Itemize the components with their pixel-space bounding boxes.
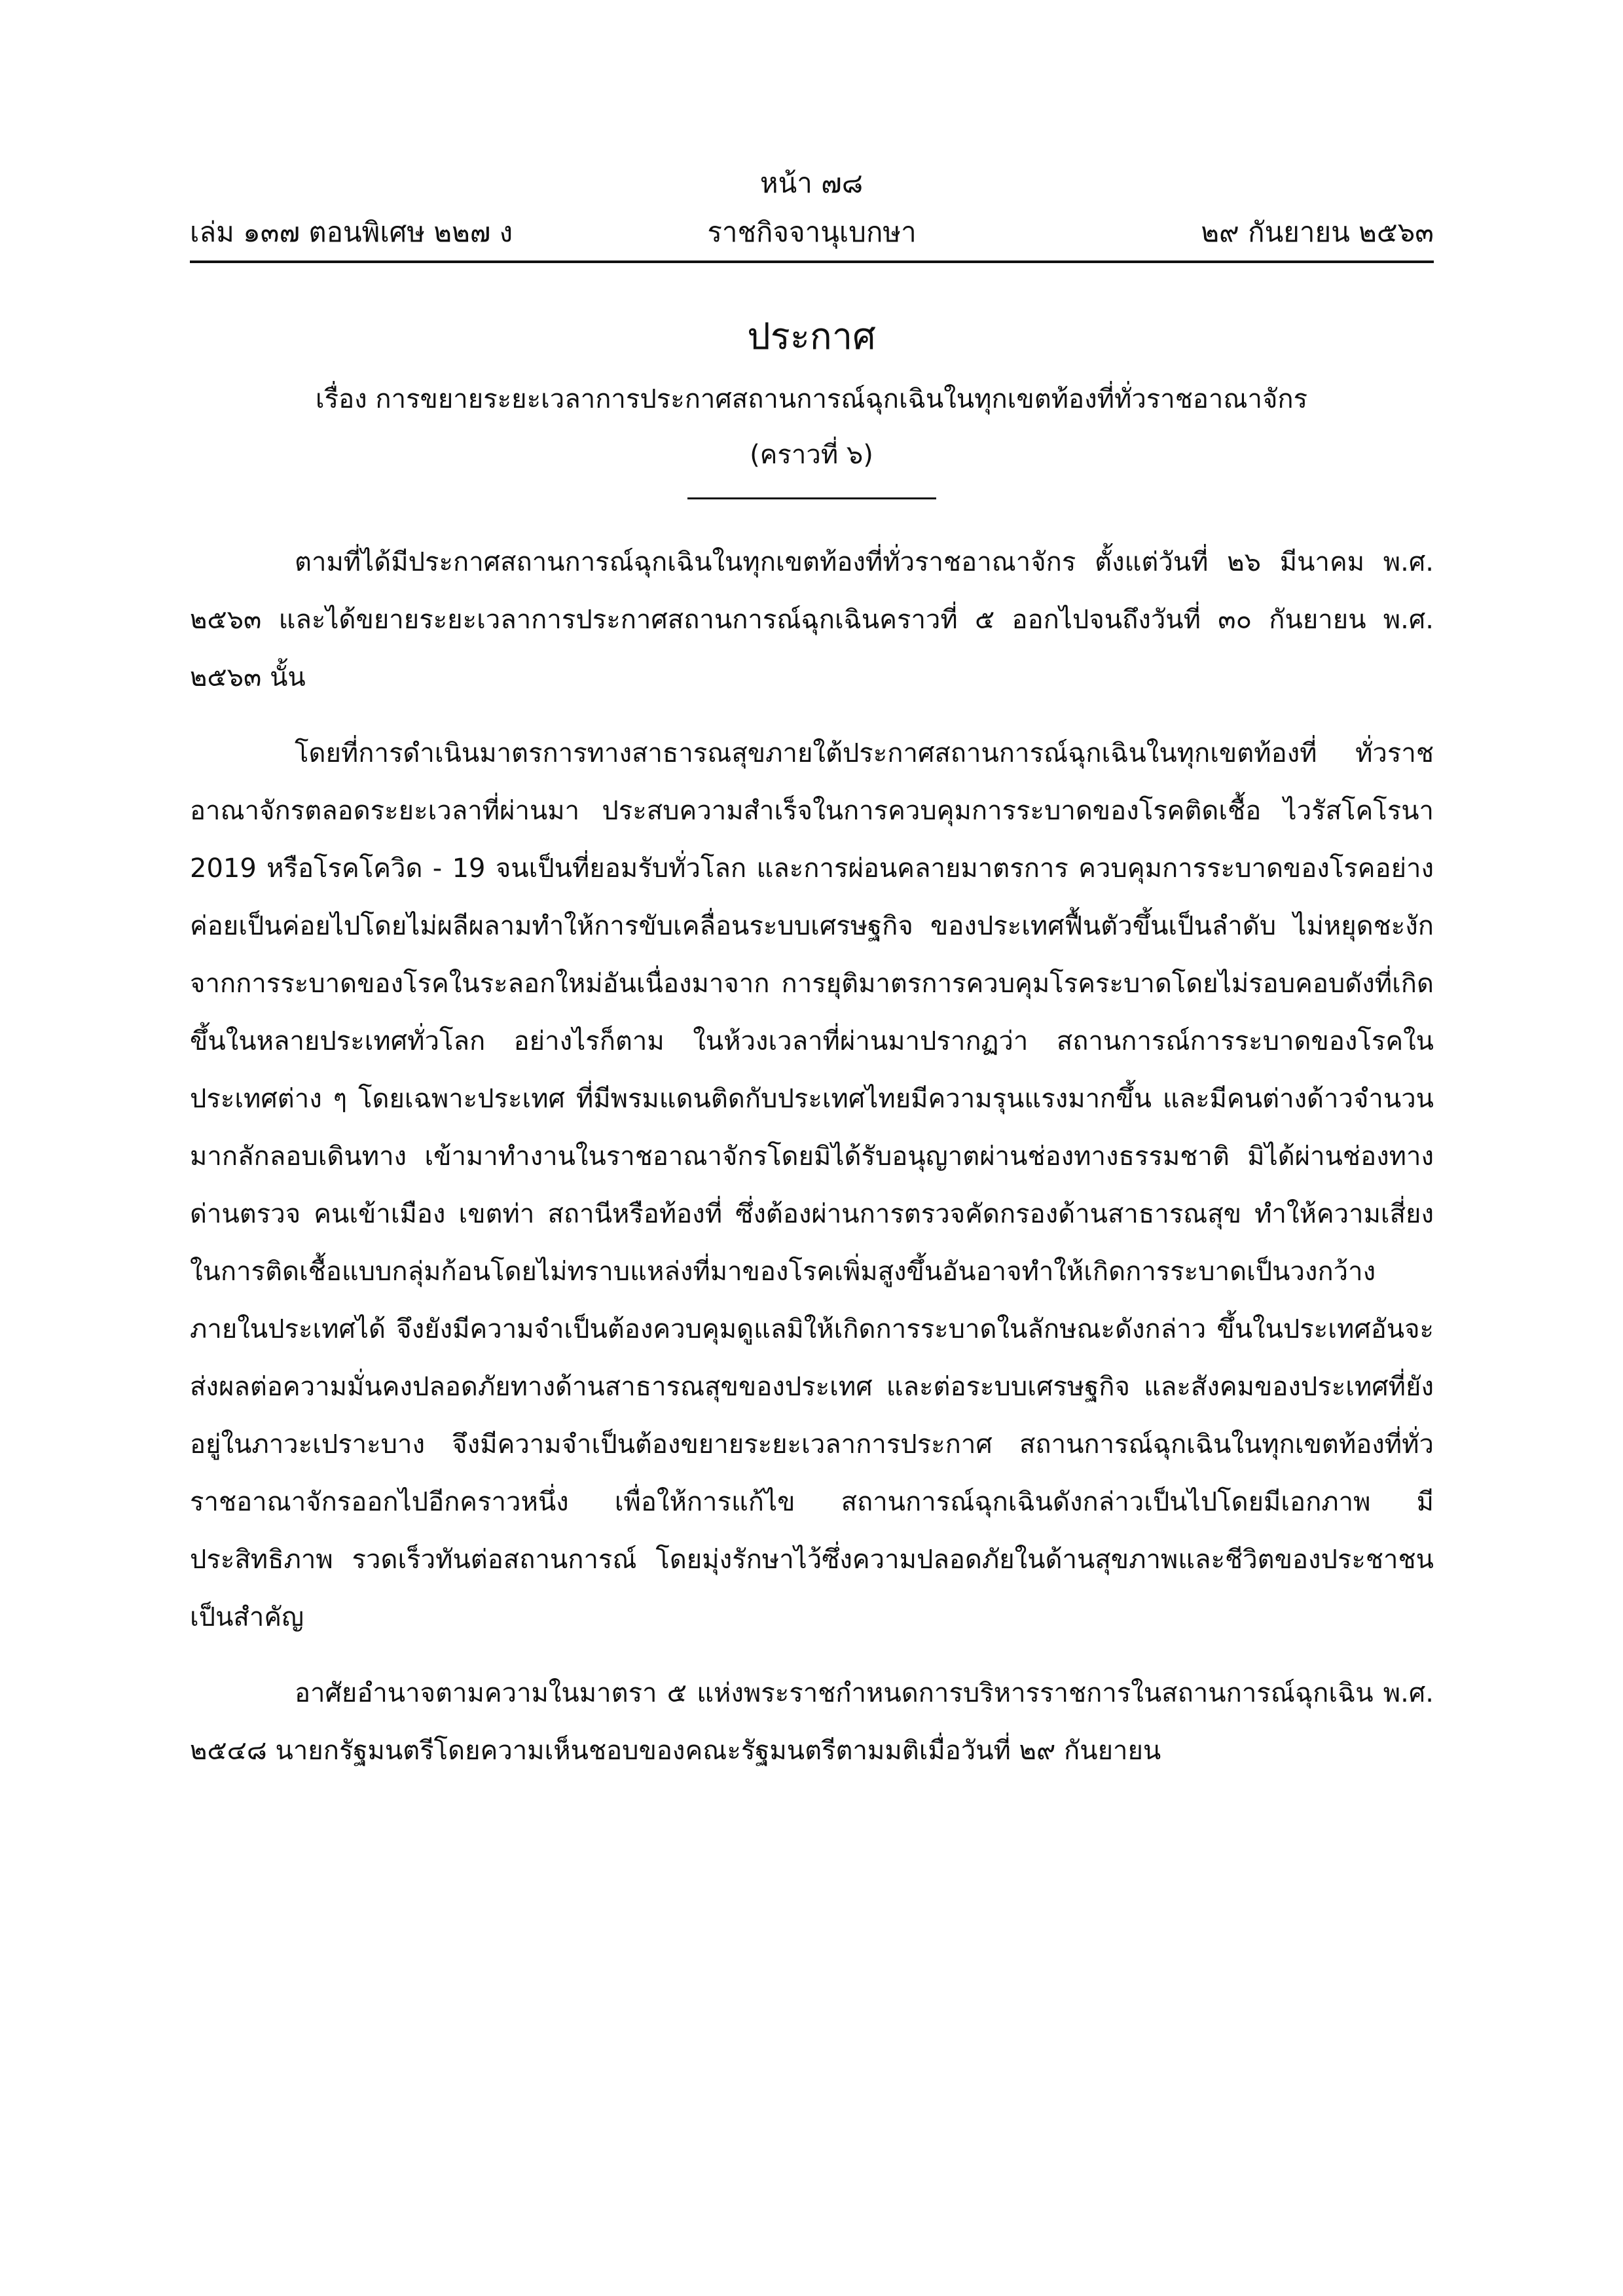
- volume-issue: เล่ม ๑๓๗ ตอนพิเศษ ๒๒๗ ง: [190, 216, 513, 248]
- publication-date: ๒๙ กันยายน ๒๕๖๓: [1201, 216, 1434, 248]
- announcement-round: (คราวที่ ๖): [750, 440, 873, 470]
- title-divider: [687, 497, 936, 499]
- announcement-body: [190, 533, 1434, 1798]
- body-paragraph: อาศัยอำนาจตามความในมาตรา ๕ แห่งพระราชกำหนดการบริหารราชการในสถานการณ์ฉุกเฉิน พ.ศ. ๒๕๔๘ นายกรัฐมนตรีโดยความเห็นชอบของคณะรัฐมนตรีตามมติเมื่อวันที่ ๒๙ กันยายน: [190, 1678, 1434, 1766]
- header-divider: [190, 260, 1434, 263]
- announcement-subject: เรื่อง การขยายระยะเวลาการประกาศสถานการณ์ฉุกเฉินในทุกเขตท้องที่ทั่วราชอาณาจักร: [315, 384, 1308, 414]
- page-number: หน้า ๗๘: [759, 167, 864, 199]
- running-header: [190, 209, 1434, 255]
- body-paragraph: โดยที่การดำเนินมาตรการทางสาธารณสุขภายใต้ประกาศสถานการณ์ฉุกเฉินในทุกเขตท้องที่ ทั่วราชอาณาจักรตลอดระยะเวลาที่ผ่านมา ประสบความสำเร็จในการควบคุมการระบาดของโรคติดเชื้อ ไวรัสโคโรนา 2019 หรือโรคโควิด - 19 จนเป็นที่ยอมรับทั่วโลก และการผ่อนคลายมาตรการ ควบคุมการระบาดของโรคอย่างค่อยเป็นค่อยไปโดยไม่ผลีผลามทำให้การขับเคลื่อนระบบเศรษฐกิจ ของประเทศฟื้นตัวขึ้นเป็นลำดับ ไม่หยุดชะงักจากการระบาดของโรคในระลอกใหม่อันเนื่องมาจาก การยุติมาตรการควบคุมโรคระบาดโดยไม่รอบคอบดังที่เกิดขึ้นในหลายประเทศทั่วโลก อย่างไรก็ตาม ในห้วงเวลาที่ผ่านมาปรากฏว่า สถานการณ์การระบาดของโรคในประเทศต่าง ๆ โดยเฉพาะประเทศ ที่มีพรมแดนติดกับประเทศไทยมีความรุนแรงมากขึ้น และมีคนต่างด้าวจำนวนมากลักลอบเดินทาง เข้ามาทำงานในราชอาณาจักรโดยมิได้รับอนุญาตผ่านช่องทางธรรมชาติ มิได้ผ่านช่องทาง ด่านตรวจ คนเข้าเมือง เขตท่า สถานีหรือท้องที่ ซึ่งต้องผ่านการตรวจคัดกรองด้านสาธารณสุข ทำให้ความเสี่ยง ในการติดเชื้อแบบกลุ่มก้อนโดยไม่ทราบแหล่งที่มาของโรคเพิ่มสูงขึ้นอันอาจทำให้เกิดการระบาดเป็นวงกว้าง ภายในประเทศได้ จึงยังมีความจำเป็นต้องควบคุมดูแลมิให้เกิดการระบาดในลักษณะดังกล่าว ขึ้นในประเทศอันจะส่งผลต่อความมั่นคงปลอดภัยทางด้านสาธารณสุขของประเทศ และต่อระบบเศรษฐกิจ และสังคมของประเทศที่ยังอยู่ในภาวะเปราะบาง จึงมีความจำเป็นต้องขยายระยะเวลาการประกาศ สถานการณ์ฉุกเฉินในทุกเขตท้องที่ทั่วราชอาณาจักรออกไปอีกคราวหนึ่ง เพื่อให้การแก้ไข สถานการณ์ฉุกเฉินดังกล่าวเป็นไปโดยมีเอกภาพ มีประสิทธิภาพ รวดเร็วทันต่อสถานการณ์ โดยมุ่งรักษาไว้ซึ่งความปลอดภัยในด้านสุขภาพและชีวิตของประชาชนเป็นสำคัญ: [190, 738, 1434, 1632]
- publication-name: ราชกิจจานุเบกษา: [707, 216, 917, 248]
- announcement-title: ประกาศ: [747, 315, 876, 358]
- body-paragraph: ตามที่ได้มีประกาศสถานการณ์ฉุกเฉินในทุกเขตท้องที่ทั่วราชอาณาจักร ตั้งแต่วันที่ ๒๖ มีนาคม พ.ศ. ๒๕๖๓ และได้ขยายระยะเวลาการประกาศสถานการณ์ฉุกเฉินคราวที่ ๕ ออกไปจนถึงวันที่ ๓๐ กันยายน พ.ศ. ๒๕๖๓ นั้น: [190, 547, 1434, 692]
